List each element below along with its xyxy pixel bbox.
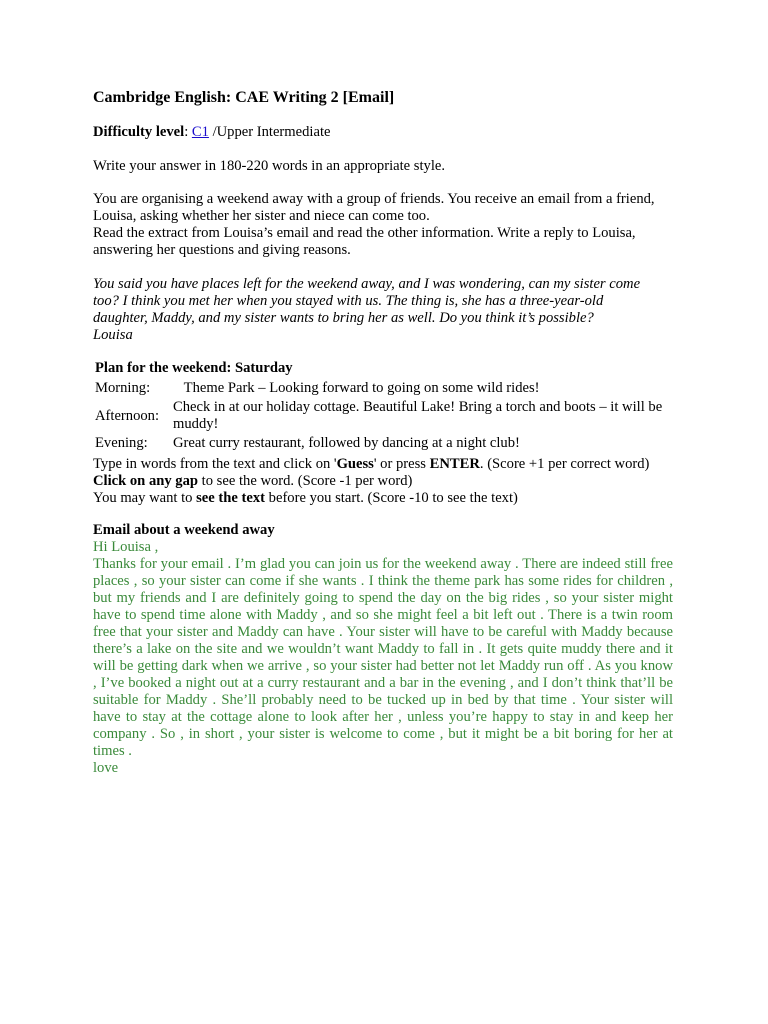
plan-row <box>93 398 683 434</box>
email-extract <box>93 276 653 344</box>
plan-row <box>93 434 683 453</box>
help-line-gap <box>93 473 668 490</box>
level-description: /Upper Intermediate <box>208 124 331 140</box>
page-title: Cambridge English: CAE Writing 2 [Email] <box>93 89 395 106</box>
email-answer <box>93 539 673 777</box>
email-greeting: Hi Louisa , <box>93 539 159 555</box>
instructions-help <box>93 456 668 507</box>
task-text-2: Read the extract from Louisa’s email and read the other information. Write a reply to Louisa, answering her questions and giving reasons. <box>93 225 636 258</box>
instruction-text: Write your answer in 180-220 words in an appropriate style. <box>93 158 446 174</box>
extract-text: You said you have places left for the weekend away, and I was wondering, can my sister come too? I think you met her when you stayed with us. The thing is, she has a three-year-old daughter, Maddy, and my sister wants to bring her as well. Do you think it’s possible? <box>93 276 641 326</box>
email-closing: love <box>93 760 119 776</box>
enter-keyword: ENTER <box>429 456 480 472</box>
help-text: You may want to <box>93 490 197 506</box>
help-text: . (Score +1 per correct word) <box>479 456 650 472</box>
guess-keyword: Guess <box>336 456 374 472</box>
help-line-guess <box>93 456 668 473</box>
task-paragraph-1 <box>93 191 678 225</box>
difficulty-separator: : <box>184 124 192 140</box>
plan-time: Morning: <box>95 380 151 396</box>
plan-heading: Plan for the weekend: Saturday <box>95 360 293 376</box>
task-paragraph-2 <box>93 225 678 259</box>
task-text-1: You are organising a weekend away with a group of friends. You receive an email from a friend, Louisa, asking whether her sister and niece can come too. <box>93 191 655 224</box>
help-text: before you start. (Score -10 to see the text) <box>265 490 518 506</box>
email-heading: Email about a weekend away <box>93 522 275 538</box>
click-gap-keyword: Click on any gap <box>93 473 199 489</box>
weekend-plan-table <box>93 360 683 453</box>
difficulty-label: Difficulty level <box>93 124 185 140</box>
plan-activity: Great curry restaurant, followed by dancing at a night club! <box>173 435 520 451</box>
plan-row <box>93 379 683 398</box>
difficulty-line <box>93 124 330 141</box>
help-text: Type in words from the text and click on ' <box>93 456 337 472</box>
extract-signoff: Louisa <box>93 327 133 343</box>
plan-time: Evening: <box>95 435 148 451</box>
help-text: ' or press <box>373 456 430 472</box>
plan-heading-row <box>93 360 683 379</box>
plan-activity: Theme Park – Looking forward to going on some wild rides! <box>173 380 540 396</box>
email-body: Thanks for your email . I’m glad you can join us for the weekend away . There are indeed still free places , so your sister can come if she wants . I think the theme park has some rides for children , but my friends and I are definitely going to spend the day on the big rides , so your sister might have to spend time alone with Maddy , and so she might feel a bit left out . There is a twin room free that your sister and Maddy can have . Your sister will have to be careful with Maddy because there’s a lake on the site and we wouldn’t want Maddy to fall in . It gets quite muddy there and it will be getting dark when we arrive , so your sister had better not let Maddy run off . As you know , I’ve booked a night out at a curry restaurant and a bar in the evening , and I don’t think that’ll be suitable for Maddy . She’ll probably need to be tucked up in bed by that time . Your sister will have to stay at the cottage alone to look after her , unless you’re happy to stay in and keep her company . So , in short , your sister is welcome to come , but it might be a bit boring for her at times . <box>93 556 673 759</box>
help-line-see-text <box>93 490 668 507</box>
see-text-keyword: see the text <box>196 490 266 506</box>
plan-time: Afternoon: <box>95 407 160 424</box>
help-text: to see the word. (Score -1 per word) <box>198 473 413 489</box>
plan-activity: Check in at our holiday cottage. Beautiful Lake! Bring a torch and boots – it will be muddy! <box>173 399 663 432</box>
level-link[interactable]: C1 <box>191 124 209 140</box>
